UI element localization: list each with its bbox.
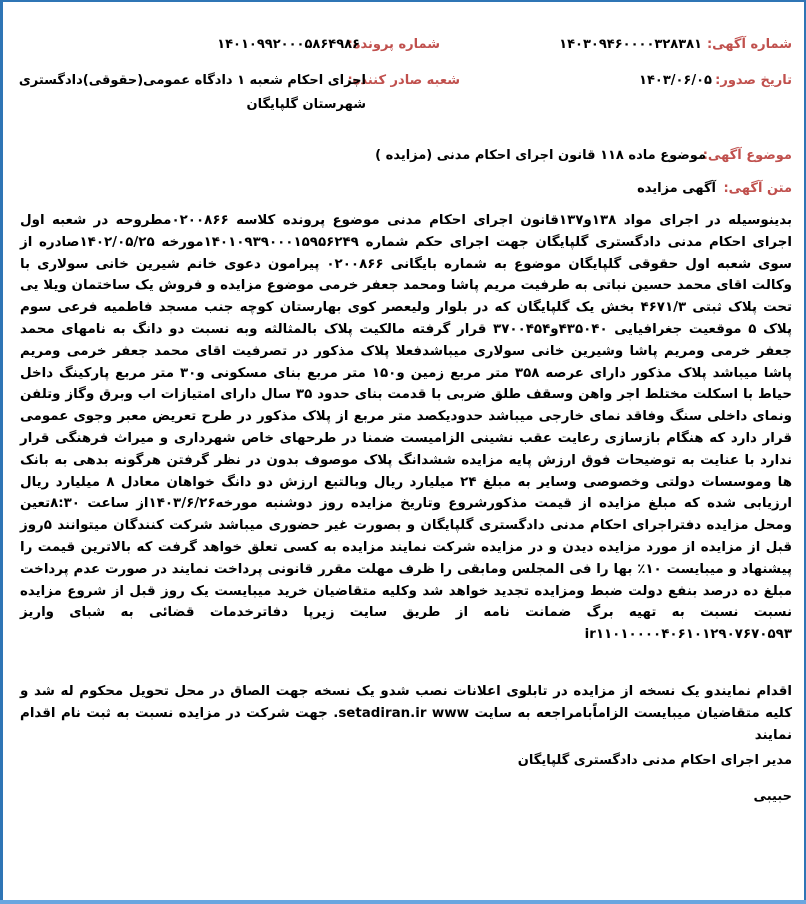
signature-title: مدیر اجرای احکام مدنی دادگستری گلپایگان xyxy=(517,753,792,768)
issue-date-value: ۱۴۰۳/۰۶/۰۵ xyxy=(639,73,712,88)
notice-text-label: متن آگهی: xyxy=(723,181,792,196)
notice-number-label: شماره آگهی: xyxy=(706,37,792,52)
issue-date-label: تاریخ صدور: xyxy=(715,73,792,88)
case-number-value: ۱۴۰۱۰۹۹۲۰۰۰۵۸۶۴۹۸۶ xyxy=(217,37,360,52)
subject-label: موضوع آگهی: xyxy=(702,148,792,163)
subject-value: موضوع ماده ۱۱۸ قانون اجرای احکام مدنی (مزایده ) xyxy=(375,148,706,163)
notice-number-value: ۱۴۰۳۰۹۴۶۰۰۰۰۳۲۸۳۸۱ xyxy=(559,37,702,52)
issuing-branch-value-line1: اجرای احکام شعبه ۱ دادگاه عمومی(حقوقی)دادگستری xyxy=(18,73,366,88)
notice-text-title: آگهی مزایده xyxy=(637,181,716,196)
case-number-label: شماره پرونده: xyxy=(347,37,440,52)
notice-body-paragraph-2: اقدام نمایندو یک نسخه از مزایده در تابلوی اعلانات نصب شدو یک نسخه جهت الصاق در محل تحویل محکوم له شد و کلیه متقاضیان میبایست الزاماًبامراجعه به سایت setadiran.ir www. جهت شرکت در مزایده نسبت به ثبت نام اقدام نمایند xyxy=(20,684,792,743)
issuing-branch-label: شعبه صادر کننده: xyxy=(347,73,460,88)
notice-body-paragraph-1: بدینوسیله در اجرای مواد ۱۳۸و۱۳۷قانون اجرای احکام مدنی موضوع پرونده کلاسه ۰۲۰۰۸۶۶مطروحه در شعبه اول اجرای احکام مدنی دادگستری گلپایگان جهت اجرای حکم شماره ۱۴۰۱۰۹۳۹۰۰۰۱۵۹۵۶۲۴۹مورخه ۱۴۰۲/۰۵/۲۵صادره از سوی شعبه اول حقوقی گلپایگان موضوع به شماره بایگانی ۰۲۰۰۸۶۶ پیرامون دعوی خانم شیرین خانی سولاری با وکالت اقای محمد حسین نباتی به طرفیت مریم پاشا ومحمد جعفر خرمی موضوع مزایده و فروش یک ساختمان ویلا یی تحت پلاک ثبتی ۴۶۷۱/۳ بخش یک گلپایگان که در بلوار ولیعصر کوی بهارستان کوچه جنب مسجد فاطمیه فرعی سوم پلاک ۵ موقعیت جغرافیایی ۴۳۵۰۴۰و۳۷۰۰۴۵۴ قرار گرفته مالکیت پلاک بالمثالثه وبه نسبت دو دانگ به نامهای محمد جعفر خرمی ومریم پاشا وشیرین خانی سولاری میباشدفعلا پلاک مذکور در تصرفیت اقای محمد جعفر خرمی ومریم پاشا میباشد پلاک مذکور دارای عرصه ۳۵۸ متر مربع زمین و۱۵۰ متر مربع بنای مسکونی و۳۰ متر مربع پارکینگ داخل حیاط با اسکلت مختلط اجر واهن وسقف طلق ضربی با قدمت بنای حدود ۳۵ سال دارای امتیازات اب وبرق وگاز وتلفن ونمای داخلی سنگ وفاقد نمای خارجی میباشد حدودیکصد متر مربع از پلاک مذکور در طرح تعریض معبر وجوی عمومی قرار دارد که هنگام بازسازی رعایت عقب نشینی الزامیست ضمنا در طرحهای خاص شهرداری و میراث فرهنگی قرار ندارد با عنایت به توضیحات فوق ارزش پایه مزایده ششدانگ پلاک موصوف بدون در نظر گرفتن هرگونه بدهی به بانک ها وموسسات دولتی وخصوصی وسایر به مبلغ ۲۴ میلیارد ریال وبالتبع ارزش دو دانگ خواهان معادل ۸ میلیارد ریال ارزیابی شده که مبلغ مزایده از قیمت مذکورشروع وتاریخ مزایده روز دوشنبه مورخه۱۴۰۳/۶/۲۶از ساعت ۸:۳۰تعین ومحل مزایده دفتراجرای احکام مدنی دادگستری گلپایگان و بصورت غیر حضوری میباشد شرکت کنندگان میتوانند ۵روز قبل از مزایده از مورد مزایده دیدن و در مزایده شرکت نمایند مزایده به کسی تعلق خواهد گرفت که بالاترین قیمت را پیشنهاد و میبایست ۱۰٪ بها را فی المجلس ومابقی را ظرف مهلت مقرر قانونی پرداخت نمایند در صورت عدم پرداخت مبلغ ده درصد بنفع دولت ضبط ومزایده تجدید خواهد شد وکلیه متقاضیان خرید میبایست یک روز قبل از شروع مزایده نسبت نسبت به تهیه برگ ضمانت نامه از طریق سایت زیرپا دفاترخدمات قضائی به شبای واریز ir۱۱۰۱۰۰۰۰۴۰۶۱۰۱۲۹۰۷۶۷۰۵۹۳ xyxy=(20,213,793,643)
signature-name: حبیبی xyxy=(753,789,792,804)
issuing-branch-value-line2: شهرستان گلپایگان xyxy=(246,97,366,112)
